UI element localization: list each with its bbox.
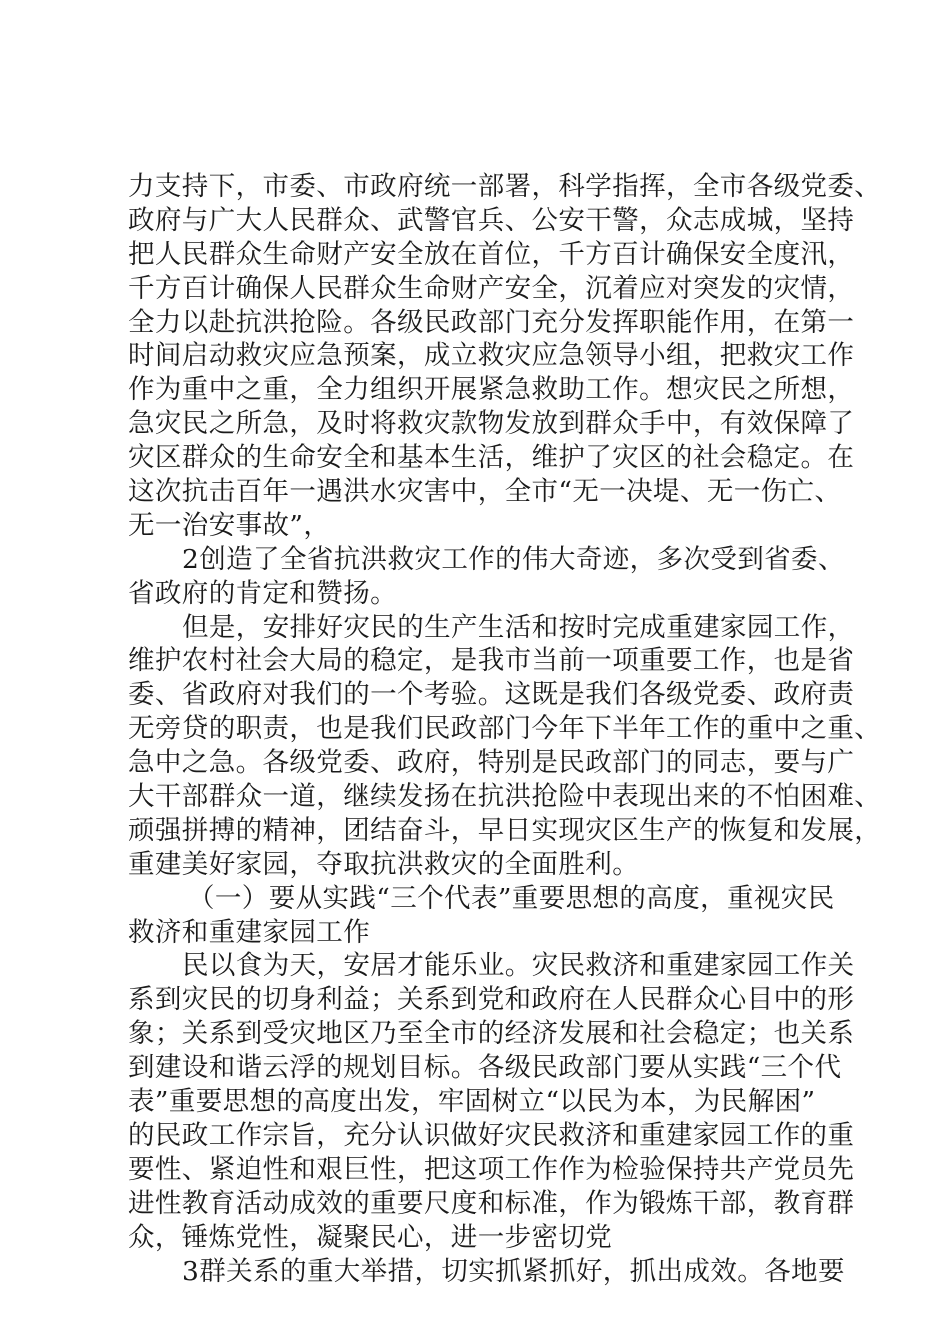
text-line: 千方百计确保人民群众生命财产安全，沉着应对突发的灾情，: [128, 272, 855, 304]
text-line: 急中之急。各级党委、政府，特别是民政部门的同志，要与广: [128, 747, 855, 779]
text-line: 进性教育活动成效的重要尺度和标准，作为锻炼干部，教育群: [128, 1187, 855, 1219]
text-line: 灾区群众的生命安全和基本生活，维护了灾区的社会稳定。在: [128, 442, 855, 474]
text-line: 要性、紧迫性和艰巨性，把这项工作作为检验保持共产党员先: [128, 1153, 855, 1185]
text-line: 省政府的肯定和赞扬。: [128, 577, 397, 609]
text-line: 把人民群众生命财产安全放在首位，千方百计确保安全度汛，: [128, 238, 855, 270]
text-line: 急灾民之所急，及时将救灾款物发放到群众手中，有效保障了: [128, 408, 855, 440]
text-line: 维护农村社会大局的稳定，是我市当前一项重要工作，也是省: [128, 645, 855, 677]
text-line: 的民政工作宗旨，充分认识做好灾民救济和重建家园工作的重: [128, 1119, 855, 1151]
text-line: 无旁贷的职责，也是我们民政部门今年下半年工作的重中之重、: [128, 713, 882, 745]
text-line: 时间启动救灾应急预案，成立救灾应急领导小组，把救灾工作: [128, 340, 855, 372]
text-line: 象；关系到受灾地区乃至全市的经济发展和社会稳定；也关系: [128, 1018, 855, 1050]
text-line: 委、省政府对我们的一个考验。这既是我们各级党委、政府责: [128, 679, 855, 711]
text-line: 力支持下，市委、市政府统一部署，科学指挥，全市各级党委、: [128, 171, 882, 202]
text-line: 这次抗击百年一遇洪水灾害中，全市“无一决堤、无一伤亡、: [128, 476, 842, 508]
text-line: 系到灾民的切身利益；关系到党和政府在人民群众心目中的形: [128, 984, 855, 1016]
paragraph-start-line: 民以食为天，安居才能乐业。灾民救济和重建家园工作关: [182, 950, 855, 982]
text-line: 政府与广大人民群众、武警官兵、公安干警，众志成城，坚持: [128, 204, 855, 236]
section-heading-line: （一）要从实践“三个代表”重要思想的高度，重视灾民: [188, 882, 835, 914]
paragraph-start-line: 2创造了全省抗洪救灾工作的伟大奇迹，多次受到省委、: [182, 543, 845, 575]
text-line: 顽强拼搏的精神，团结奋斗，早日实现灾区生产的恢复和发展，: [128, 814, 882, 846]
paragraph-start-line: 3群关系的重大举措，切实抓紧抓好，抓出成效。各地要: [182, 1255, 845, 1287]
paragraph-start-line: 但是，安排好灾民的生产生活和按时完成重建家园工作，: [182, 611, 855, 643]
section-heading-line: 救济和重建家园工作: [128, 916, 371, 948]
text-line: 无一治安事故”，: [128, 509, 331, 541]
text-line: 全力以赴抗洪抢险。各级民政部门充分发挥职能作用，在第一: [128, 306, 855, 338]
text-line: 重建美好家园，夺取抗洪救灾的全面胜利。: [128, 848, 640, 880]
text-line: 到建设和谐云浮的规划目标。各级民政部门要从实践“三个代: [128, 1052, 842, 1084]
text-line: 众，锤炼党性，凝聚民心，进一步密切党: [128, 1221, 613, 1253]
text-line: 大干部群众一道，继续发扬在抗洪抢险中表现出来的不怕困难、: [128, 781, 882, 813]
document-body: [128, 170, 882, 1288]
text-line: 表”重要思想的高度出发，牢固树立“以民为本，为民解困”: [128, 1086, 816, 1118]
text-line: 作为重中之重，全力组织开展紧急救助工作。想灾民之所想，: [128, 374, 855, 406]
